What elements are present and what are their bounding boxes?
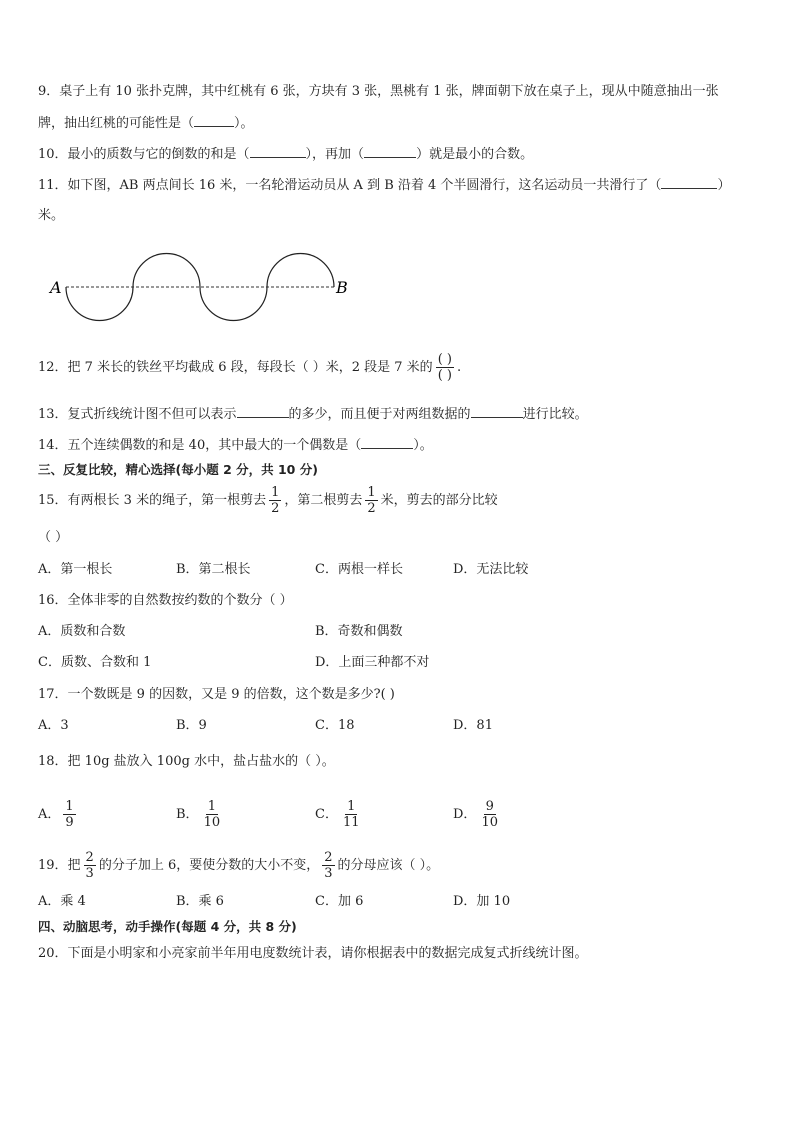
q18-option-d[interactable] xyxy=(453,797,503,833)
q12-frac-numerator[interactable]: ( ) xyxy=(437,352,452,367)
q18-option-a-fraction xyxy=(63,799,75,830)
q18-option-a-label: A． xyxy=(38,807,61,822)
q19-frac2-denominator: 3 xyxy=(324,866,333,881)
q16-option-b[interactable]: B．奇数和偶数 xyxy=(315,624,403,639)
q15-option-a[interactable]: A．第一根长 xyxy=(38,562,113,577)
section-4-heading: 四、动脑思考，动手操作(每题 4 分，共 8 分) xyxy=(38,919,297,934)
q18-option-b-label: B． xyxy=(176,807,199,822)
q15-option-c[interactable]: C．两根一样长 xyxy=(315,562,403,577)
q17-option-d[interactable]: D．81 xyxy=(453,718,493,733)
q15-fraction-1 xyxy=(269,485,281,516)
q19-option-a[interactable]: A．乘 4 xyxy=(38,894,86,909)
q15-answer-paren[interactable]: （ ） xyxy=(38,530,69,545)
q15-pre: 15．有两根长 3 米的绳子，第一根剪去 xyxy=(38,493,267,508)
q15-line xyxy=(38,483,498,519)
q12-post: . xyxy=(456,360,462,375)
q11-line1-pre: 11．如下图，AB 两点间长 16 米，一名轮滑运动员从 A 到 B 沿着 4 个半圆滑行，这名运动员一共滑行了（ xyxy=(38,178,662,193)
q18-c-denominator: 11 xyxy=(342,815,360,830)
semicircle-4 xyxy=(267,254,334,287)
q19-frac1-numerator: 2 xyxy=(85,850,94,865)
q18-d-denominator: 10 xyxy=(481,815,498,830)
q11-line1-post: ） xyxy=(717,178,731,193)
q13-answer-blank-2[interactable] xyxy=(471,405,523,418)
q13-answer-blank-1[interactable] xyxy=(237,405,289,418)
q15-mid: ，第二根剪去 xyxy=(284,493,363,508)
q18-c-numerator: 1 xyxy=(347,799,356,814)
point-a-label: A xyxy=(50,278,62,297)
q9-line1: 9．桌子上有 10 张扑克牌，其中红桃有 6 张，方块有 3 张，黑桃有 1 张，牌面朝下放在桌子上，现从中随意抽出一张 xyxy=(38,84,719,99)
q19-option-d[interactable]: D．加 10 xyxy=(453,894,511,909)
q13-post: 进行比较。 xyxy=(522,407,588,422)
q16-stem: 16．全体非零的自然数按约数的个数分（ ） xyxy=(38,593,293,608)
q19-pre: 19．把 xyxy=(38,858,81,873)
q18-option-d-label: D． xyxy=(453,807,477,822)
q17-option-a[interactable]: A．3 xyxy=(38,718,69,733)
q16-option-c[interactable]: C．质数、合数和 1 xyxy=(38,655,152,670)
q13-pre: 13．复式折线统计图不但可以表示 xyxy=(38,407,237,422)
q15-fraction-2 xyxy=(365,485,377,516)
q18-option-a[interactable] xyxy=(38,797,79,833)
q12-line xyxy=(38,352,461,384)
q9-line2-post: ）。 xyxy=(234,116,254,131)
q15-frac1-denominator: 2 xyxy=(271,501,280,516)
q14-answer-blank[interactable] xyxy=(361,436,413,449)
semicircle-2 xyxy=(133,254,200,287)
q19-post: 的分母应该（ ）。 xyxy=(337,858,440,873)
q18-option-d-fraction xyxy=(479,799,500,830)
q18-d-numerator: 9 xyxy=(485,799,494,814)
q17-option-b[interactable]: B．9 xyxy=(176,718,207,733)
q17-option-c[interactable]: C．18 xyxy=(315,718,355,733)
q19-frac2-numerator: 2 xyxy=(324,850,333,865)
q19-mid: 的分子加上 6，要使分数的大小不变， xyxy=(98,858,320,873)
q10-mid: ），再加（ xyxy=(305,147,365,162)
q18-stem: 18．把 10g 盐放入 100g 水中，盐占盐水的（ ）。 xyxy=(38,754,335,769)
semicircle-3 xyxy=(200,287,267,321)
q9-line2-pre: 牌，抽出红桃的可能性是（ xyxy=(38,116,195,131)
q16-option-a[interactable]: A．质数和合数 xyxy=(38,624,126,639)
section-3-heading: 三、反复比较，精心选择(每小题 2 分，共 10 分) xyxy=(38,462,318,477)
q15-post: 米，剪去的部分比较 xyxy=(380,493,498,508)
q15-option-b[interactable]: B．第二根长 xyxy=(176,562,251,577)
q18-option-c-label: C． xyxy=(315,807,338,822)
q11-line2: 米。 xyxy=(38,208,65,223)
q12-pre: 12．把 7 米长的铁丝平均截成 6 段，每段长（ ）米，2 段是 7 米的 xyxy=(38,360,433,375)
q16-option-d[interactable]: D．上面三种都不对 xyxy=(315,655,430,670)
q17-stem: 17．一个数既是 9 的因数，又是 9 的倍数，这个数是多少?( ) xyxy=(38,687,395,702)
point-b-label: B xyxy=(336,278,348,297)
q13-mid: 的多少，而且便于对两组数据的 xyxy=(288,407,471,422)
q14-line xyxy=(38,436,433,455)
semicircle-1 xyxy=(66,287,133,321)
q18-option-c-fraction xyxy=(341,799,362,830)
q19-line xyxy=(38,848,439,884)
q18-option-b[interactable] xyxy=(176,797,225,833)
q20-stem: 20．下面是小明家和小亮家前半年用电度数统计表，请你根据表中的数据完成复式折线统计图。 xyxy=(38,946,588,961)
q15-option-d[interactable]: D．无法比较 xyxy=(453,562,529,577)
q19-fraction-1 xyxy=(84,850,96,881)
q14-pre: 14．五个连续偶数的和是 40，其中最大的一个偶数是（ xyxy=(38,438,362,453)
q13-line xyxy=(38,405,588,424)
q19-option-c[interactable]: C．加 6 xyxy=(315,894,364,909)
q12-fraction xyxy=(436,352,454,383)
q18-a-denominator: 9 xyxy=(65,815,74,830)
q15-frac1-numerator: 1 xyxy=(271,485,280,500)
q18-option-b-fraction xyxy=(202,799,223,830)
q18-b-denominator: 10 xyxy=(203,815,221,830)
q19-fraction-2 xyxy=(322,850,334,881)
q10-post: ）就是最小的合数。 xyxy=(416,147,534,162)
q15-frac2-denominator: 2 xyxy=(367,501,376,516)
q15-frac2-numerator: 1 xyxy=(367,485,376,500)
q18-a-numerator: 1 xyxy=(65,799,74,814)
q19-frac1-denominator: 3 xyxy=(85,866,94,881)
q18-b-numerator: 1 xyxy=(207,799,216,814)
q19-option-b[interactable]: B．乘 6 xyxy=(176,894,224,909)
q14-post: ）。 xyxy=(413,438,433,453)
q10-pre: 10．最小的质数与它的倒数的和是（ xyxy=(38,147,250,162)
q18-option-c[interactable] xyxy=(315,797,365,833)
q12-frac-denominator[interactable]: ( ) xyxy=(437,368,452,383)
